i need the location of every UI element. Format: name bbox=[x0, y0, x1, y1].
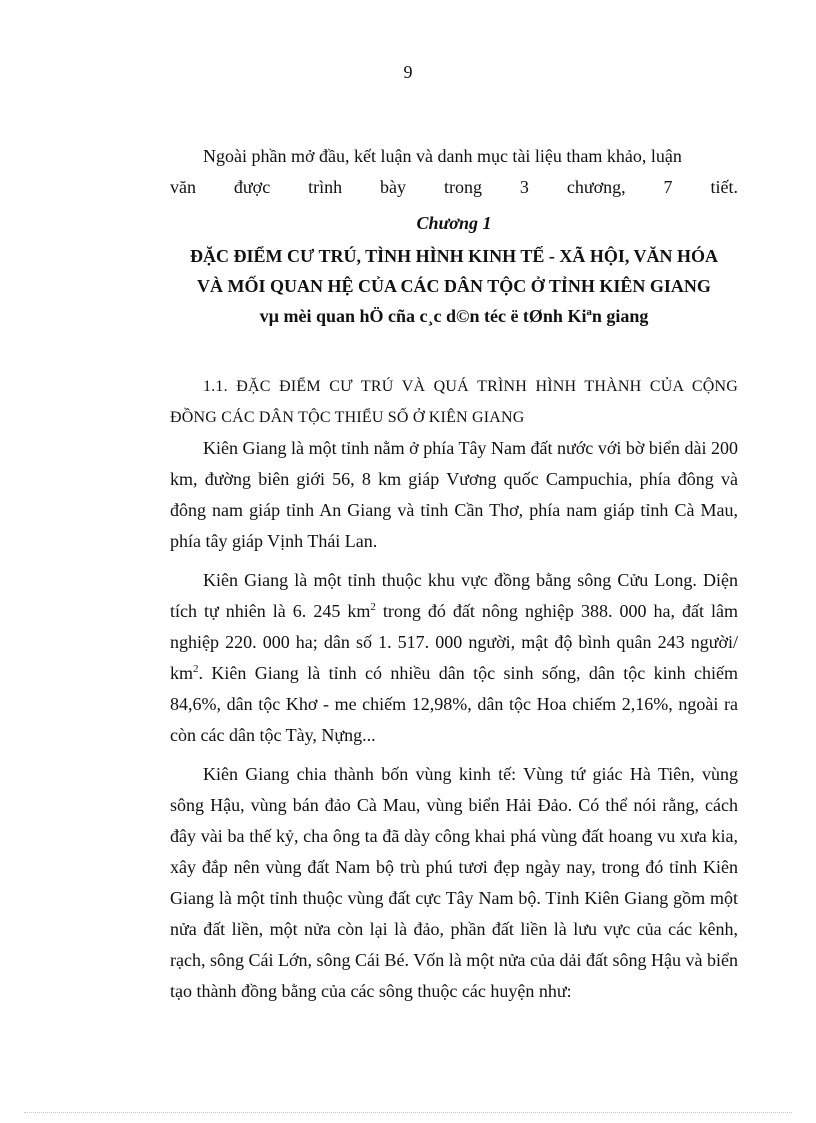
paragraph-location: Kiên Giang là một tỉnh nằm ở phía Tây Nam đất nước với bờ biển dài 200 km, đường biên giới 56, 8 km giáp Vương quốc Campuchia, phía đông và đông nam giáp tỉnh An Giang và tỉnh Cần Thơ, phía nam giáp tỉnh Cà Mau, phía tây giáp Vịnh Thái Lan. bbox=[170, 438, 738, 551]
intro-line-1: Ngoài phần mở đầu, kết luận và danh mục tài liệu tham khảo, luận bbox=[203, 146, 682, 166]
document-body bbox=[170, 141, 738, 1007]
paragraph-economic-regions: Kiên Giang chia thành bốn vùng kinh tế: Vùng tứ giác Hà Tiên, vùng sông Hậu, vùng bán đảo Cà Mau, vùng biển Hải Đảo. Có thể nói rằng, cách đây vài ba thế kỷ, cha ông ta đã dày công khai phá vùng đất hoang vu xưa kia, xây đắp nên vùng đất Nam bộ trù phú tươi đẹp ngày nay, trong đó tỉnh Kiên Giang là một tỉnh thuộc vùng đất cực Tây Nam bộ. Tỉnh Kiên Giang gồm một nửa đất liền, một nửa còn lại là đảo, phần đất liền là lưu vực của các kênh, rạch, sông Cái Lớn, sông Cái Bé. Vốn là một nửa của dải đất sông Hậu và biển tạo thành đồng bằng của các sông thuộc các huyện như: bbox=[170, 764, 738, 1001]
intro-line-2: văn được trình bày trong 3 chương, 7 tiết. bbox=[170, 177, 738, 197]
stats-text-a: Kiên Giang là một tỉnh thuộc khu vực đồng bằng sông Cửu Long. Diện tích tự nhiên là 6. 245 km bbox=[170, 570, 738, 621]
section-heading: 1.1. ĐẶC ĐIỂM CƯ TRÚ VÀ QUÁ TRÌNH HÌNH THÀNH CỦA CỘNG ĐỒNG CÁC DÂN TỘC THIỂU SỐ Ở KIÊN GIANG bbox=[170, 378, 738, 426]
footer-divider bbox=[24, 1112, 792, 1113]
chapter-title-line-1: ĐẶC ĐIỂM CƯ TRÚ, TÌNH HÌNH KINH TẾ - XÃ HỘI, VĂN HÓA bbox=[189, 246, 719, 266]
chapter-title bbox=[170, 241, 738, 301]
page-number: 9 bbox=[403, 62, 413, 82]
stats-text-c: . Kiên Giang là tỉnh có nhiều dân tộc sinh sống, dân tộc kinh chiếm 84,6%, dân tộc Khơ - me chiếm 12,98%, dân tộc Hoa chiếm 2,16%, ngoài ra còn các dân tộc Tày, Nựng... bbox=[170, 663, 738, 745]
chapter-label: Chương 1 bbox=[416, 213, 492, 233]
superscript-2: 2 bbox=[193, 663, 199, 675]
stats-text-b: trong đó đất nông nghiệp 388. 000 ha, đất lâm nghiệp 220. 000 ha; dân số 1. 517. 000 người, mật độ bình quân 243 người/ km bbox=[170, 601, 739, 683]
garbled-subtitle: vµ mèi quan hÖ cña c¸c d©n téc ë tØnh Kiªn giang bbox=[259, 306, 649, 326]
paragraph-statistics bbox=[170, 565, 738, 751]
superscript-2: 2 bbox=[370, 601, 376, 613]
chapter-title-line-2: VÀ MỐI QUAN HỆ CỦA CÁC DÂN TỘC Ở TỈNH KIÊN GIANG bbox=[197, 276, 711, 296]
intro-paragraph-line-2 bbox=[170, 172, 738, 203]
intro-paragraph bbox=[170, 141, 738, 172]
